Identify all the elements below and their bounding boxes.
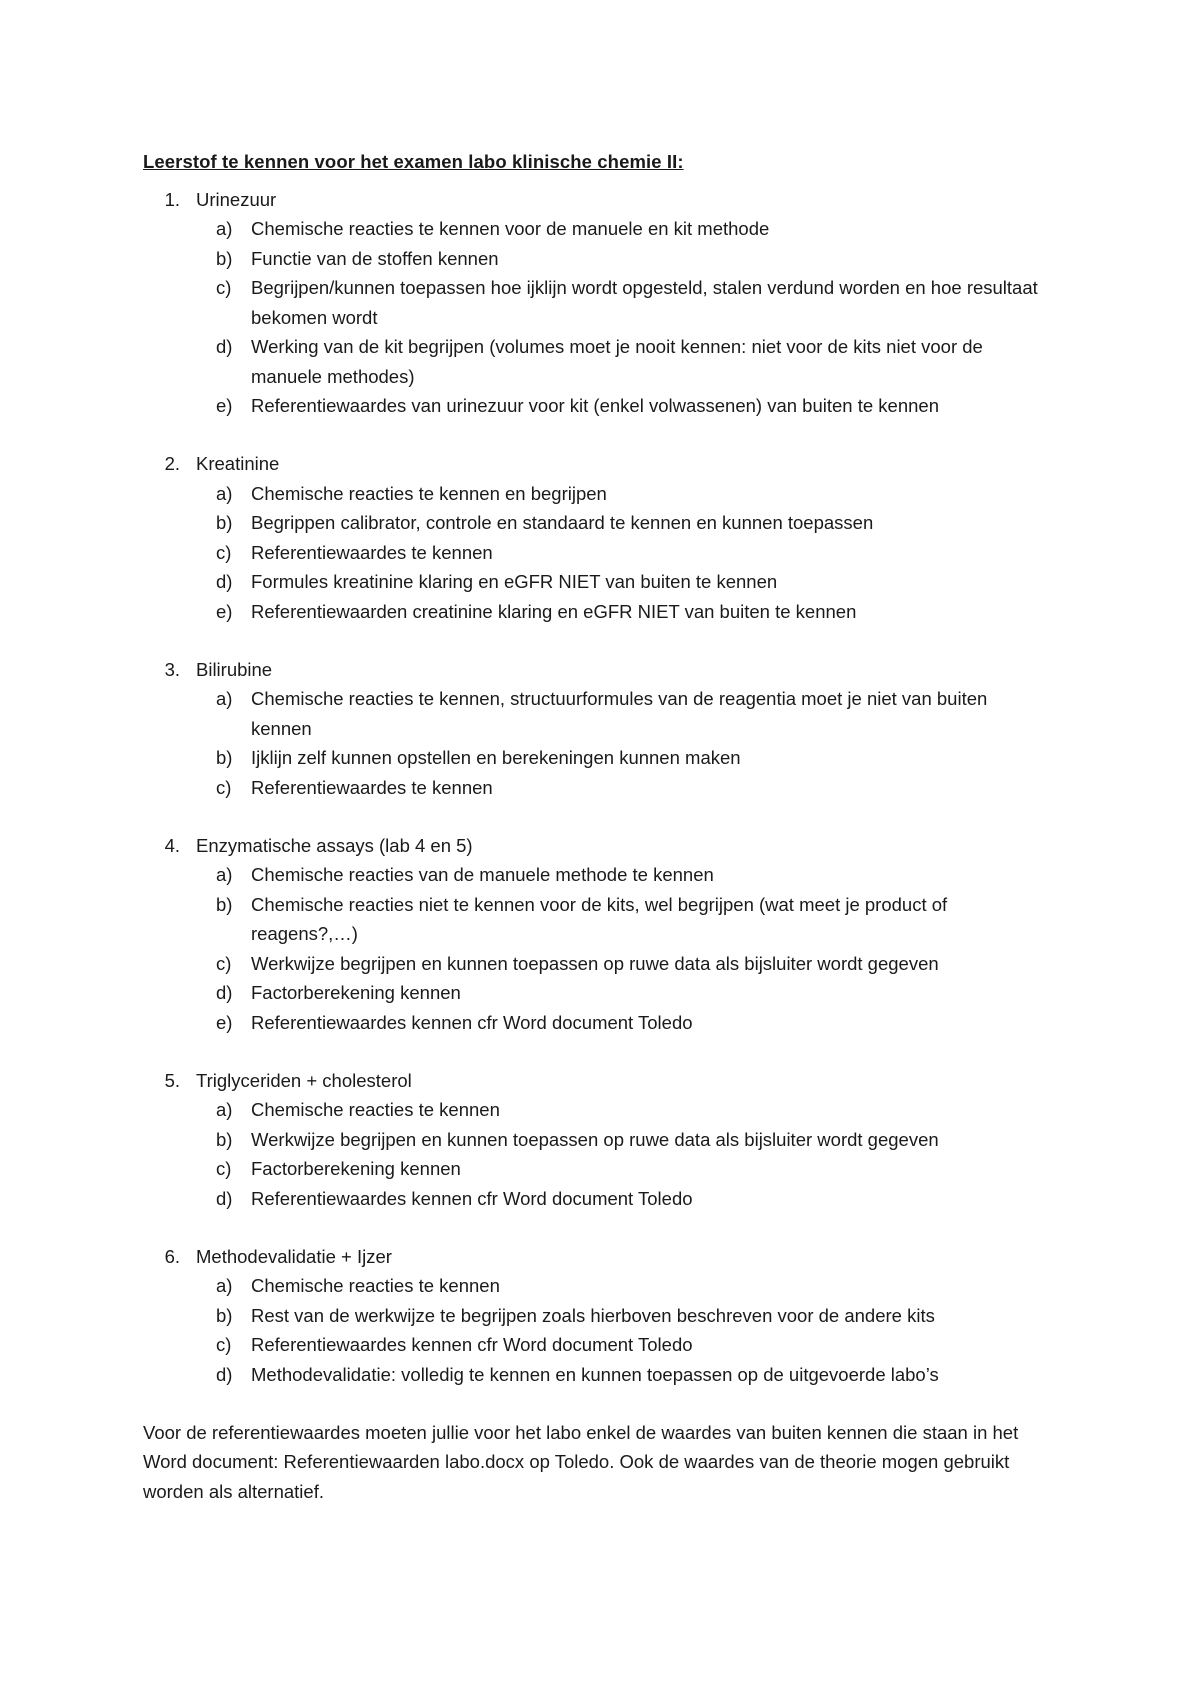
list-item-text: Referentiewaardes te kennen (251, 776, 493, 798)
list-item-text: Werkwijze begrijpen en kunnen toepassen op ruwe data als bijsluiter wordt gegeven (251, 952, 939, 974)
section-heading-text: Methodevalidatie + Ijzer (196, 1245, 392, 1267)
list-item-letter: b) (216, 1304, 233, 1326)
section-number: 1. (164, 188, 180, 210)
list-item (216, 1125, 1073, 1155)
list-item-letter: e) (216, 395, 233, 416)
list-item-text: Begrijpen/kunnen toepassen hoe ijklijn wordt opgesteld, stalen verdund worden en hoe resultaat bekomen wordt (251, 277, 1038, 328)
list-item (216, 1360, 1073, 1390)
list-item-letter: d) (216, 1187, 233, 1209)
document-body (143, 147, 1073, 1506)
section-heading-text: Kreatinine (196, 453, 280, 474)
list-item-letter: a) (216, 218, 233, 239)
list-item-text: Chemische reacties van de manuele methode te kennen (251, 864, 714, 885)
list-item-text: Chemische reacties te kennen (251, 1275, 500, 1296)
section (143, 831, 1073, 1038)
list-item-letter: a) (216, 1275, 233, 1296)
section-number: 6. (164, 1245, 180, 1267)
list-item-letter: c) (216, 541, 232, 563)
list-item (216, 978, 1073, 1008)
list-item (216, 214, 1073, 244)
list-item-letter: c) (216, 1334, 232, 1355)
list-item-text: Ijklijn zelf kunnen opstellen en berekeningen kunnen maken (251, 747, 741, 768)
section-list (143, 185, 1073, 1390)
list-item (216, 1095, 1073, 1125)
list-item (216, 273, 1073, 332)
section-heading-text: Bilirubine (196, 658, 273, 680)
list-item (216, 1008, 1073, 1038)
list-item (216, 743, 1073, 773)
section-number: 2. (164, 453, 180, 474)
section-heading (143, 1066, 1073, 1096)
list-item-letter: b) (216, 512, 233, 533)
section-heading (143, 185, 1073, 215)
list-item-text: Referentiewaardes kennen cfr Word document Toledo (251, 1187, 693, 1209)
list-item-text: Referentiewaardes kennen cfr Word document Toledo (251, 1334, 693, 1355)
list-item-text: Rest van de werkwijze te begrijpen zoals hierboven beschreven voor de andere kits (251, 1304, 935, 1326)
list-item (216, 1301, 1073, 1331)
list-item-letter: d) (216, 336, 233, 357)
list-item-text: Werking van de kit begrijpen (volumes moet je nooit kennen: niet voor de kits niet voor de manuele methodes) (251, 336, 983, 387)
list-item-letter: b) (216, 747, 233, 768)
list-item (216, 567, 1073, 597)
section-heading (143, 831, 1073, 861)
list-item-letter: b) (216, 1128, 233, 1150)
list-item-text: Begrippen calibrator, controle en standaard te kennen en kunnen toepassen (251, 512, 874, 533)
list-item-letter: a) (216, 482, 233, 504)
section-heading-text: Triglyceriden + cholesterol (196, 1069, 412, 1091)
list-item-text: Formules kreatinine klaring en eGFR NIET van buiten te kennen (251, 571, 778, 592)
section-heading-text: Enzymatische assays (lab 4 en 5) (196, 834, 473, 856)
list-item (216, 1330, 1073, 1360)
item-list (143, 1271, 1073, 1389)
list-item-letter: d) (216, 982, 233, 1003)
list-item-text: Werkwijze begrijpen en kunnen toepassen op ruwe data als bijsluiter wordt gegeven (251, 1128, 939, 1150)
section-heading (143, 655, 1073, 685)
section-number: 5. (164, 1069, 180, 1091)
list-item-letter: a) (216, 864, 233, 885)
list-item (216, 508, 1073, 538)
list-item-text: Chemische reacties te kennen en begrijpen (251, 482, 607, 504)
list-item (216, 332, 1073, 391)
list-item-letter: a) (216, 688, 233, 709)
list-item-text: Chemische reacties niet te kennen voor de kits, wel begrijpen (wat meet je product of reagens?,…) (251, 893, 948, 944)
list-item-letter: c) (216, 277, 232, 298)
document-title: Leerstof te kennen voor het examen labo klinische chemie II: (143, 151, 684, 172)
section-number: 3. (164, 658, 180, 680)
list-item (216, 597, 1073, 627)
list-item-text: Referentiewaardes te kennen (251, 541, 493, 563)
list-item-letter: d) (216, 1363, 233, 1385)
list-item-text: Factorberekening kennen (251, 982, 461, 1003)
list-item-letter: c) (216, 952, 232, 974)
list-item (216, 391, 1073, 421)
list-item (216, 949, 1073, 979)
list-item-text: Functie van de stoffen kennen (251, 247, 499, 269)
list-item-text: Referentiewaarden creatinine klaring en eGFR NIET van buiten te kennen (251, 600, 857, 622)
list-item (216, 890, 1073, 949)
list-item-text: Factorberekening kennen (251, 1158, 461, 1179)
closing-paragraph: Voor de referentiewaardes moeten jullie voor het labo enkel de waardes van buiten kennen die staan in het Word document: Referentiewaarden labo.docx op Toledo. Ook de waardes van de theorie mogen gebruikt worden als alternatief. (143, 1421, 1019, 1502)
list-item-letter: c) (216, 776, 232, 798)
list-item (216, 479, 1073, 509)
list-item-letter: d) (216, 571, 233, 592)
item-list (143, 860, 1073, 1037)
list-item-text: Referentiewaardes kennen cfr Word document Toledo (251, 1011, 693, 1033)
item-list (143, 479, 1073, 627)
list-item-letter: a) (216, 1099, 233, 1120)
list-item (216, 244, 1073, 274)
list-item-text: Referentiewaardes van urinezuur voor kit (enkel volwassenen) van buiten te kennen (251, 395, 939, 416)
section-heading (143, 1242, 1073, 1272)
section (143, 1242, 1073, 1390)
list-item-letter: b) (216, 247, 233, 269)
section-heading-text: Urinezuur (196, 188, 277, 210)
list-item-text: Chemische reacties te kennen (251, 1099, 500, 1120)
list-item (216, 1271, 1073, 1301)
list-item-letter: c) (216, 1158, 232, 1179)
section (143, 1066, 1073, 1214)
section-number: 4. (164, 834, 180, 856)
section (143, 655, 1073, 803)
list-item (216, 538, 1073, 568)
list-item-letter: b) (216, 893, 233, 915)
list-item (216, 1184, 1073, 1214)
section-heading (143, 449, 1073, 479)
section (143, 449, 1073, 626)
section (143, 185, 1073, 421)
list-item (216, 860, 1073, 890)
list-item (216, 684, 1073, 743)
list-item (216, 773, 1073, 803)
list-item-letter: e) (216, 600, 233, 622)
item-list (143, 214, 1073, 421)
list-item-text: Chemische reacties te kennen voor de manuele en kit methode (251, 218, 770, 239)
item-list (143, 684, 1073, 802)
list-item-text: Methodevalidatie: volledig te kennen en kunnen toepassen op de uitgevoerde labo’s (251, 1363, 939, 1385)
list-item (216, 1154, 1073, 1184)
list-item-text: Chemische reacties te kennen, structuurformules van de reagentia moet je niet van buiten kennen (251, 688, 988, 739)
item-list (143, 1095, 1073, 1213)
list-item-letter: e) (216, 1011, 233, 1033)
